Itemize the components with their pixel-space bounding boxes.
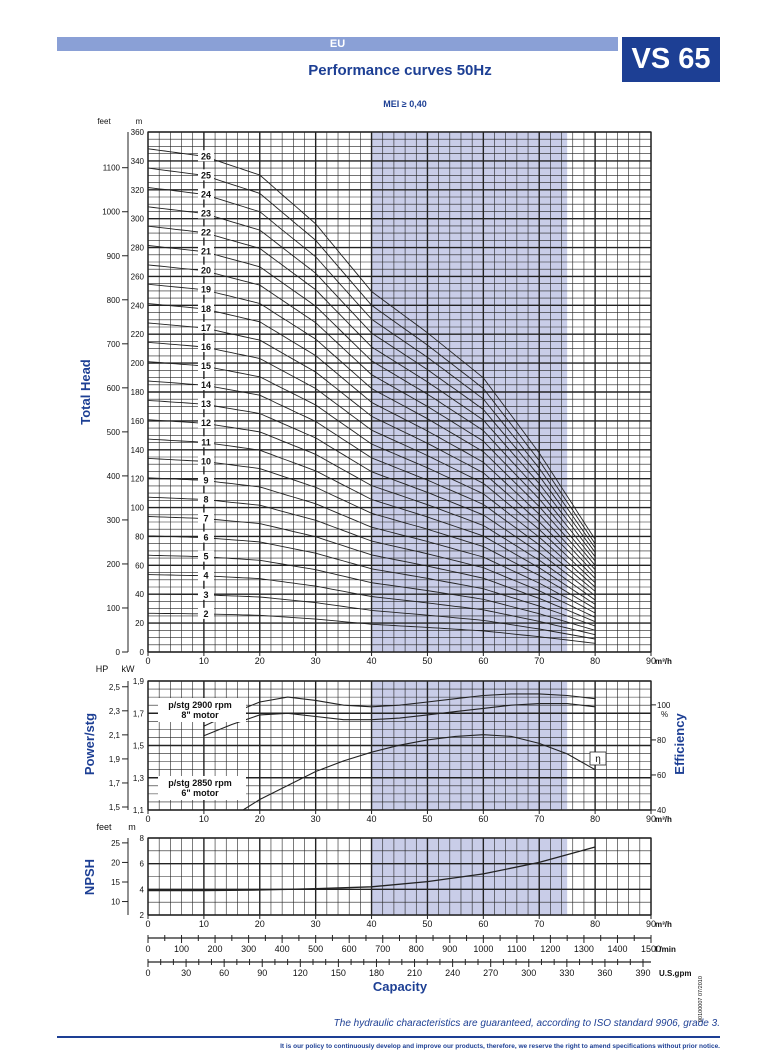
head-ytick-m-label: 60 [135,561,144,571]
stage-label-14: 14 [200,380,212,391]
head-ytick-feet-label: 1000 [102,207,120,217]
head-ytick-m-label: 40 [135,590,144,600]
head-xtick-label: 50 [422,656,433,666]
guarantee-note: The hydraulic characteristics are guaranteed, according to ISO standard 9906, grade 3. [333,1018,720,1029]
gpm-tick-label: 330 [559,968,575,978]
head-ytick-feet-label: 200 [106,559,120,569]
gpm-tick-label: 30 [181,968,192,978]
npsh-xtick-label: 0 [145,919,151,929]
stage-label-26: 26 [200,151,212,162]
power-hp-tick-label: 2,5 [108,682,120,692]
power-kw-tick-label: 1,1 [132,806,144,815]
npsh-feet-tick-label: 25 [111,838,120,848]
footer-divider [57,1036,720,1038]
gpm-unit: U.S.gpm [659,969,692,978]
page-title: Performance curves 50Hz [308,62,492,79]
power-kw-tick-label: 1,7 [132,709,144,719]
head-m-unit: m [135,117,143,126]
lmin-tick-label: 900 [442,944,458,954]
eff-tick-label: 100 [657,700,671,710]
head-feet-unit: feet [97,117,111,126]
power-xtick-label: 50 [422,814,433,824]
head-ytick-feet-label: 400 [106,471,120,481]
annotation-2850-line1: p/stg 2850 rpm [168,778,232,788]
power-kw-unit: kW [121,664,135,674]
head-xtick-label: 20 [254,656,265,666]
npsh-x-unit: m³/h [655,920,672,929]
lmin-tick-label: 1200 [540,944,561,954]
npsh-xtick-label: 80 [590,919,601,929]
stage-label-21: 21 [200,246,212,257]
eta-label: η [595,754,601,765]
head-ytick-m-label: 300 [130,214,144,224]
stage-label-22: 22 [200,227,212,238]
power-xtick-label: 70 [534,814,545,824]
power-hp-tick-label: 2,3 [108,706,120,716]
lmin-tick-label: 700 [375,944,391,954]
stage-label-17: 17 [200,322,212,333]
power-hp-tick-label: 2,1 [108,730,120,740]
power-hp-tick-label: 1,7 [108,778,120,788]
power-hp-tick-label: 1,9 [108,754,120,764]
head-ytick-feet-label: 0 [115,648,120,657]
head-ytick-m-label: 260 [130,272,144,282]
npsh-feet-tick-label: 10 [111,897,120,907]
lmin-unit: l /min [655,945,676,954]
region-label: EU [329,38,346,50]
lmin-tick-label: 600 [341,944,357,954]
npsh-m-unit: m [128,822,136,832]
head-ytick-m-label: 120 [130,474,144,484]
npsh-xtick-label: 70 [534,919,545,929]
lmin-tick-label: 100 [174,944,190,954]
head-xtick-label: 30 [310,656,321,666]
gpm-tick-label: 270 [483,968,499,978]
head-ytick-feet-label: 500 [106,427,120,437]
annotation-2900-line2: 8" motor [181,710,219,720]
power-xtick-label: 80 [590,814,601,824]
stage-label-6: 6 [203,532,209,543]
model-badge: VS 65 [622,37,720,82]
head-ytick-m-label: 180 [130,388,144,397]
npsh-xtick-label: 20 [254,919,265,929]
stage-label-23: 23 [200,208,212,219]
head-ytick-feet-label: 800 [106,295,120,305]
stage-label-2: 2 [203,608,209,619]
lmin-tick-label: 200 [207,944,223,954]
lmin-tick-label: 0 [145,944,151,954]
head-ytick-m-label: 140 [130,445,144,455]
stage-label-7: 7 [203,513,209,524]
head-ytick-m-label: 280 [130,243,144,253]
stage-label-12: 12 [200,418,212,429]
head-ytick-m-label: 360 [130,128,144,137]
stage-label-25: 25 [200,170,212,181]
head-ytick-m-label: 0 [139,648,144,657]
eff-tick-label: 80 [657,735,666,745]
head-ytick-feet-label: 900 [106,251,120,261]
power-hp-tick-label: 1,5 [108,803,120,813]
document-reference: 00100007 07/2010 [698,976,704,1022]
eff-tick-label: 40 [657,806,666,815]
head-ytick-m-label: 240 [130,301,144,311]
gpm-tick-label: 150 [330,968,346,978]
npsh-feet-tick-label: 15 [111,877,120,887]
head-ytick-feet-label: 600 [106,383,120,393]
power-xtick-label: 10 [198,814,209,824]
npsh-xtick-label: 30 [310,919,321,929]
stage-label-15: 15 [200,361,212,371]
gpm-tick-label: 300 [521,968,537,978]
gpm-tick-label: 240 [445,968,461,978]
gpm-tick-label: 390 [635,968,651,978]
head-xtick-label: 90 [645,656,657,666]
npsh-xtick-label: 90 [645,919,657,929]
power-kw-tick-label: 1,9 [132,677,144,686]
stage-label-11: 11 [201,437,211,448]
npsh-xtick-label: 10 [198,919,209,929]
stage-label-4: 4 [203,570,209,581]
lmin-tick-label: 800 [408,944,424,954]
head-ytick-m-label: 20 [135,619,144,629]
power-xtick-label: 40 [366,814,377,824]
lmin-tick-label: 400 [274,944,290,954]
head-ytick-m-label: 220 [130,330,144,340]
head-ytick-m-label: 160 [130,416,144,426]
npsh-xtick-label: 60 [478,919,489,929]
lmin-tick-label: 1500 [640,944,662,954]
head-ytick-feet-label: 1100 [102,163,120,173]
head-xtick-label: 40 [366,656,377,666]
head-xtick-label: 10 [198,656,209,666]
npsh-xtick-label: 50 [422,919,433,929]
gpm-tick-label: 360 [597,968,613,978]
power-kw-tick-label: 1,3 [132,773,144,783]
stage-label-13: 13 [200,399,212,410]
stage-label-5: 5 [203,551,209,562]
eff-tick-label: 60 [657,770,666,780]
npsh-m-tick-label: 2 [139,911,144,920]
power-hp-unit: HP [95,664,109,674]
head-ytick-m-label: 340 [130,156,144,166]
stage-label-18: 18 [200,303,212,314]
lmin-tick-label: 1000 [473,944,494,954]
head-ytick-m-label: 200 [130,359,144,369]
mei-label: MEI ≥ 0,40 [383,99,427,109]
npsh-feet-tick-label: 20 [111,858,120,868]
head-axis-title: Total Head [78,359,93,425]
head-x-unit: m³/h [655,657,672,666]
power-kw-tick-label: 1,5 [132,741,144,751]
lmin-tick-label: 500 [308,944,324,954]
gpm-tick-label: 90 [257,968,268,978]
stage-label-19: 19 [200,284,212,295]
lmin-tick-label: 1300 [573,944,594,954]
npsh-m-tick-label: 8 [139,834,144,843]
npsh-feet-unit: feet [96,822,112,832]
gpm-tick-label: 60 [219,968,230,978]
power-xtick-label: 20 [254,814,265,824]
lmin-tick-label: 300 [241,944,257,954]
npsh-m-tick-label: 6 [139,859,144,869]
npsh-xtick-label: 40 [366,919,377,929]
stage-label-10: 10 [200,456,212,467]
power-xtick-label: 60 [478,814,489,824]
head-ytick-feet-label: 700 [106,339,120,349]
power-axis-title: Power/stg [82,712,97,776]
annotation-2900-line1: p/stg 2900 rpm [168,700,232,710]
head-xtick-label: 60 [478,656,489,666]
lmin-tick-label: 1400 [607,944,628,954]
stage-label-16: 16 [200,341,212,352]
policy-note: It is our policy to continuously develop and improve our products, therefore, we reserve the right to amend specifications without prior notice. [280,1043,720,1050]
stage-label-3: 3 [203,589,209,600]
stage-label-9: 9 [203,475,209,486]
annotation-2850-line2: 6" motor [181,788,219,798]
head-ytick-m-label: 80 [135,532,144,542]
power-xtick-label: 0 [145,814,151,824]
eff-unit: % [661,709,669,719]
gpm-tick-label: 180 [368,968,384,978]
head-ytick-m-label: 100 [130,503,144,513]
stage-label-24: 24 [200,189,212,200]
stage-label-20: 20 [200,265,212,276]
gpm-tick-label: 0 [145,968,151,978]
gpm-tick-label: 120 [292,968,308,978]
head-ytick-feet-label: 300 [106,515,120,525]
head-xtick-label: 0 [145,656,151,666]
npsh-axis-title: NPSH [82,858,97,896]
efficiency-axis-title: Efficiency [672,713,687,775]
power-xtick-label: 90 [645,814,657,824]
power-xtick-label: 30 [310,814,321,824]
capacity-axis-title: Capacity [372,979,428,994]
power-x-unit: m³/h [655,815,672,824]
head-xtick-label: 80 [590,656,601,666]
head-ytick-feet-label: 100 [106,603,120,613]
head-xtick-label: 70 [534,656,545,666]
npsh-m-tick-label: 4 [139,885,144,895]
stage-label-8: 8 [203,494,209,505]
lmin-tick-label: 1100 [507,944,527,954]
gpm-tick-label: 210 [407,968,423,978]
head-ytick-m-label: 320 [130,185,144,195]
